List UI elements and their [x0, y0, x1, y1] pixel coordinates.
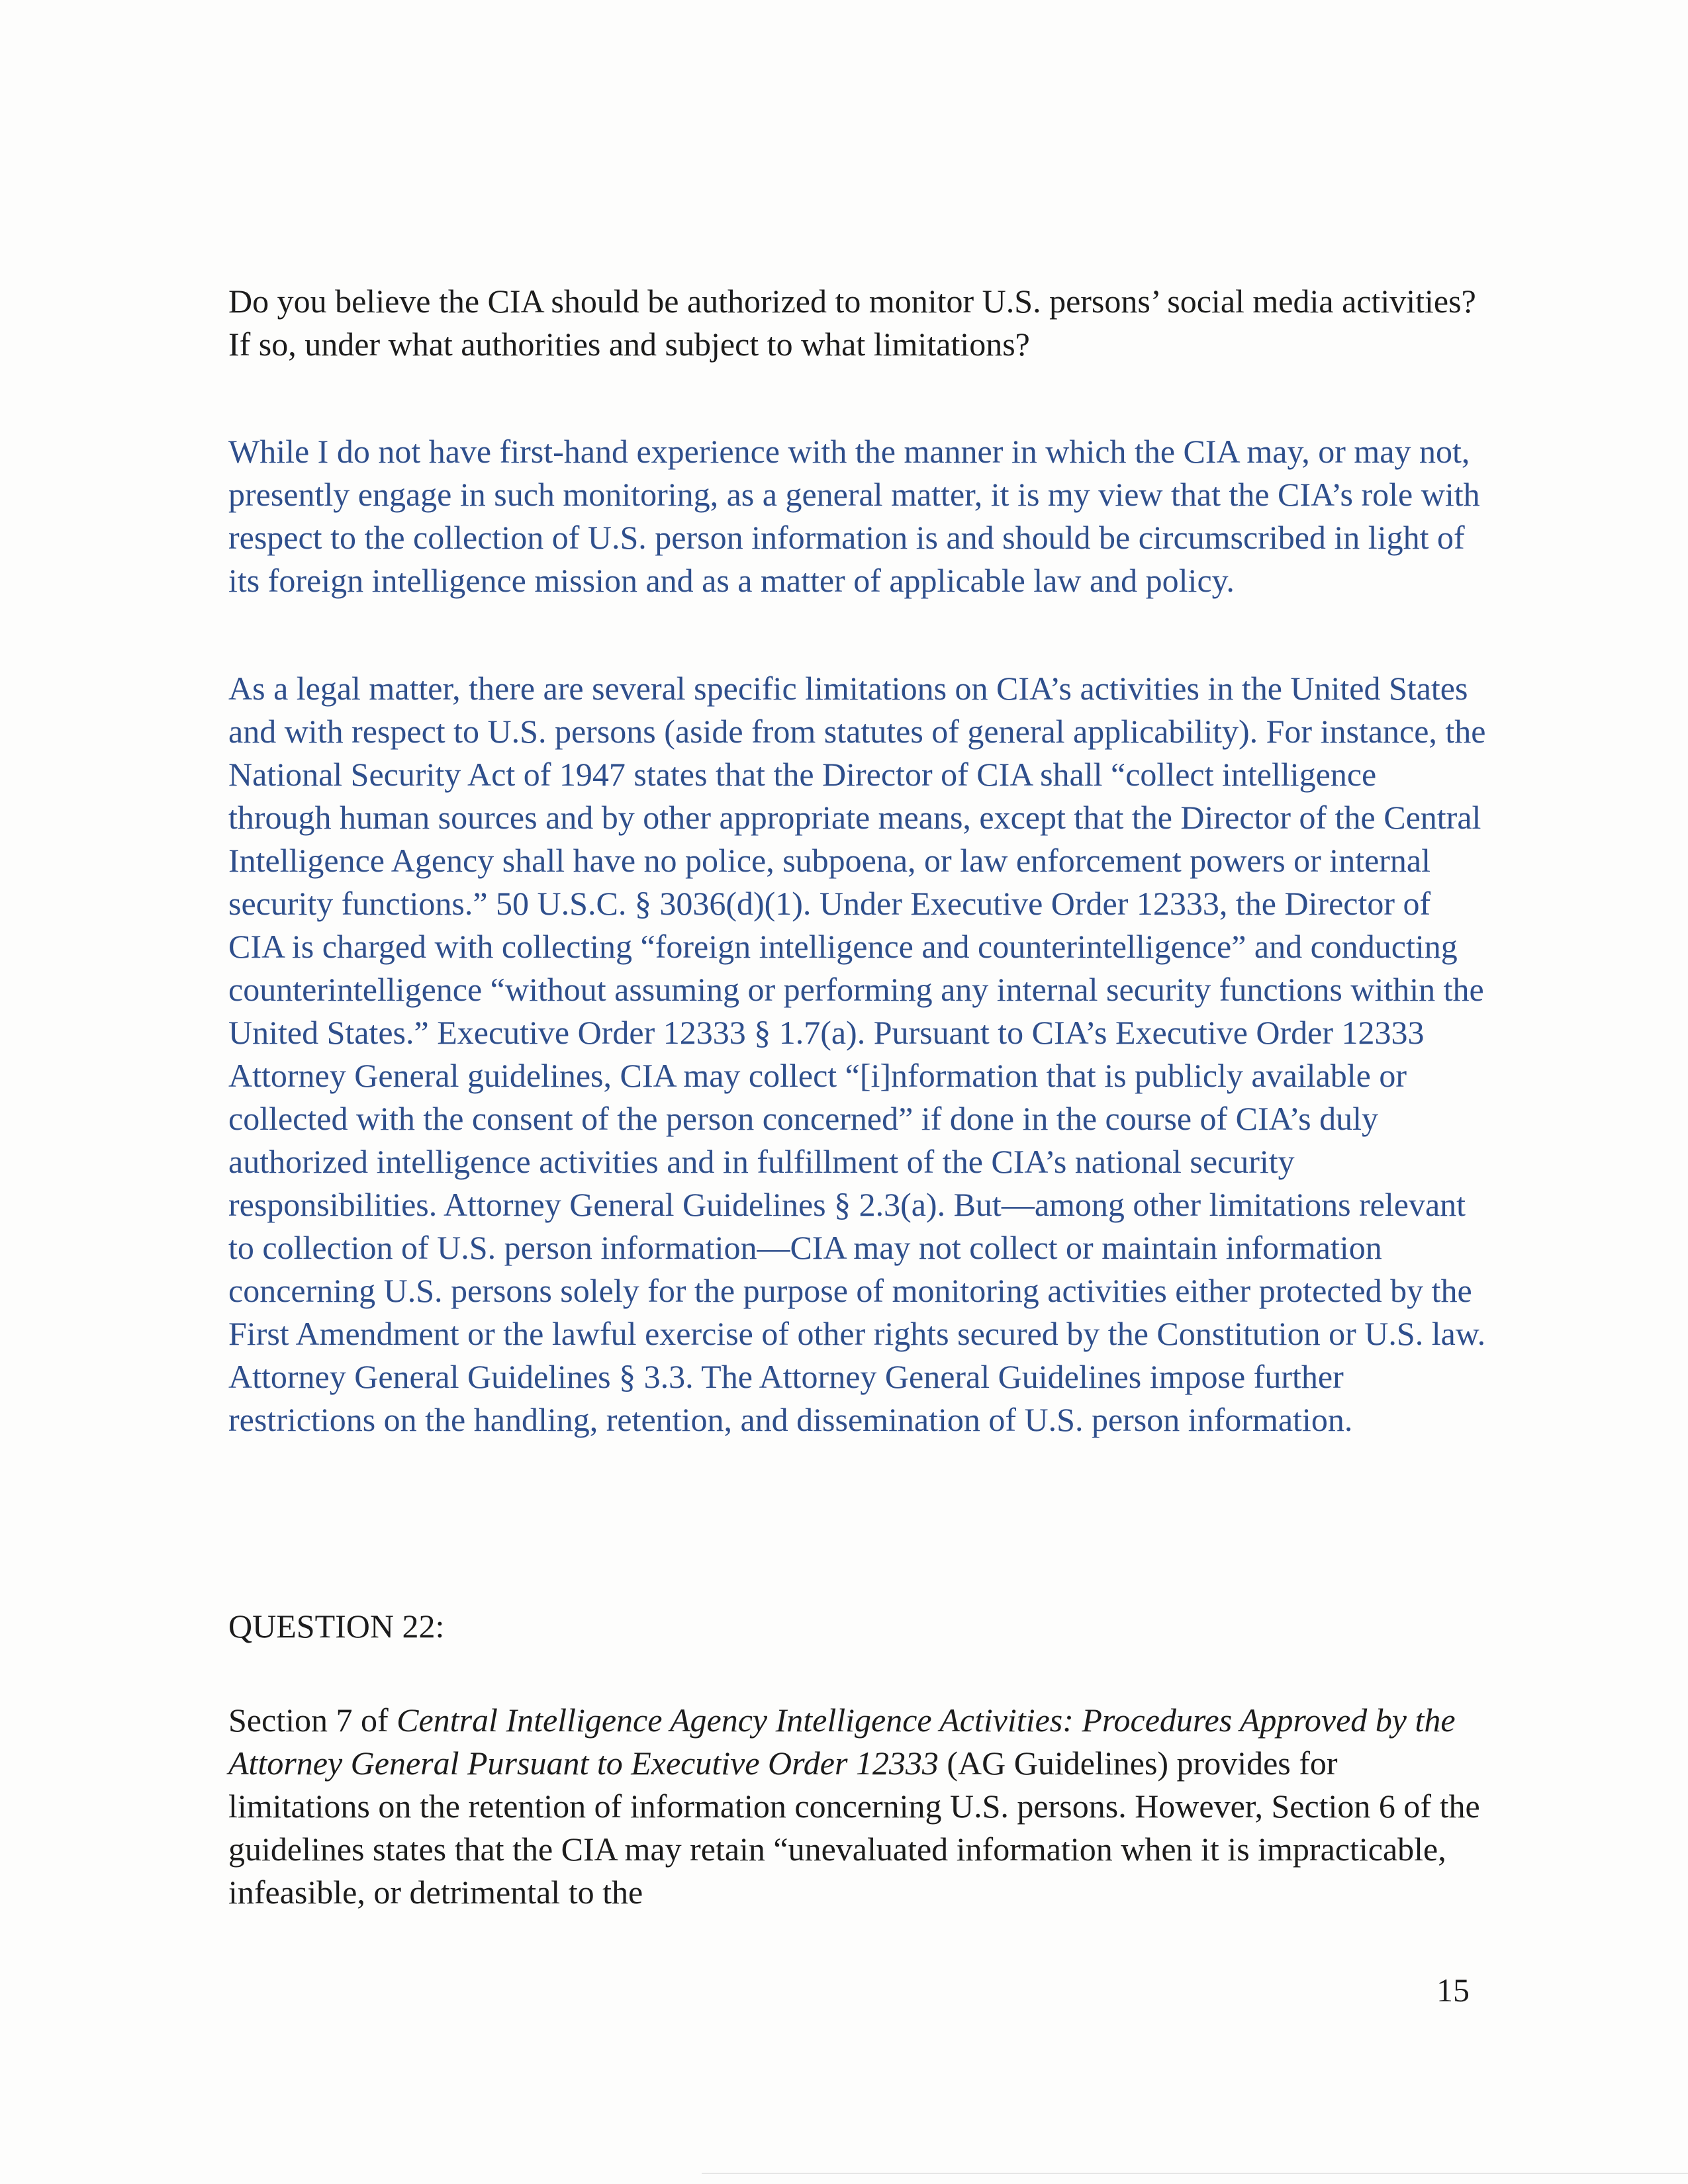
question-22-rest: (AG Guidelines) provides for limitations on the retention of information concerning U.S. persons. However, Section 6 of the guidelines states that the CIA may retain “unevaluated information when it is impracticable, infeasible, or detrimental to the: [228, 1745, 1480, 1911]
question-22-document-title: Central Intelligence Agency Intelligence Activities: Procedures Approved by the Attorney General Pursuant to Executive Order 12333: [228, 1702, 1456, 1782]
answer-paragraph-1: While I do not have first-hand experience with the manner in which the CIA may, or may not, presently engage in such monitoring, as a general matter, it is my view that the CIA’s role with respect to the collection of U.S. person information is and should be circumscribed in light of its foreign intelligence mission and as a matter of applicable law and policy.: [228, 433, 1480, 599]
question-22-label: QUESTION 22:: [228, 1608, 445, 1645]
question-22-intro: Section 7 of: [228, 1702, 397, 1739]
question-22-text: [228, 1699, 1486, 1914]
footer-rule: [702, 2173, 1688, 2174]
page-number: 15: [1436, 1972, 1470, 2009]
question-text: Do you believe the CIA should be authorized to monitor U.S. persons’ social media activities? If so, under what authorities and subject to what limitations?: [228, 283, 1476, 363]
answer-paragraph-2: As a legal matter, there are several specific limitations on CIA’s activities in the United States and with respect to U.S. persons (aside from statutes of general applicability). For instance, the National Security Act of 1947 states that the Director of CIA shall “collect intelligence through human sources and by other appropriate means, except that the Director of the Central Intelligence Agency shall have no police, subpoena, or law enforcement powers or internal security functions.” 50 U.S.C. § 3036(d)(1). Under Executive Order 12333, the Director of CIA is charged with collecting “foreign intelligence and counterintelligence” and conducting counterintelligence “without assuming or performing any internal security functions within the United States.” Executive Order 12333 § 1.7(a). Pursuant to CIA’s Executive Order 12333 Attorney General guidelines, CIA may collect “[i]nformation that is publicly available or collected with the consent of the person concerned” if done in the course of CIA’s duly authorized intelligence activities and in fulfillment of the CIA’s national security responsibilities. Attorney General Guidelines § 2.3(a). But—among other limitations relevant to collection of U.S. person information—CIA may not collect or maintain information concerning U.S. persons solely for the purpose of monitoring activities either protected by the First Amendment or the lawful exercise of other rights secured by the Constitution or U.S. law. Attorney General Guidelines § 3.3. The Attorney General Guidelines impose further restrictions on the handling, retention, and dissemination of U.S. person information.: [228, 670, 1486, 1438]
